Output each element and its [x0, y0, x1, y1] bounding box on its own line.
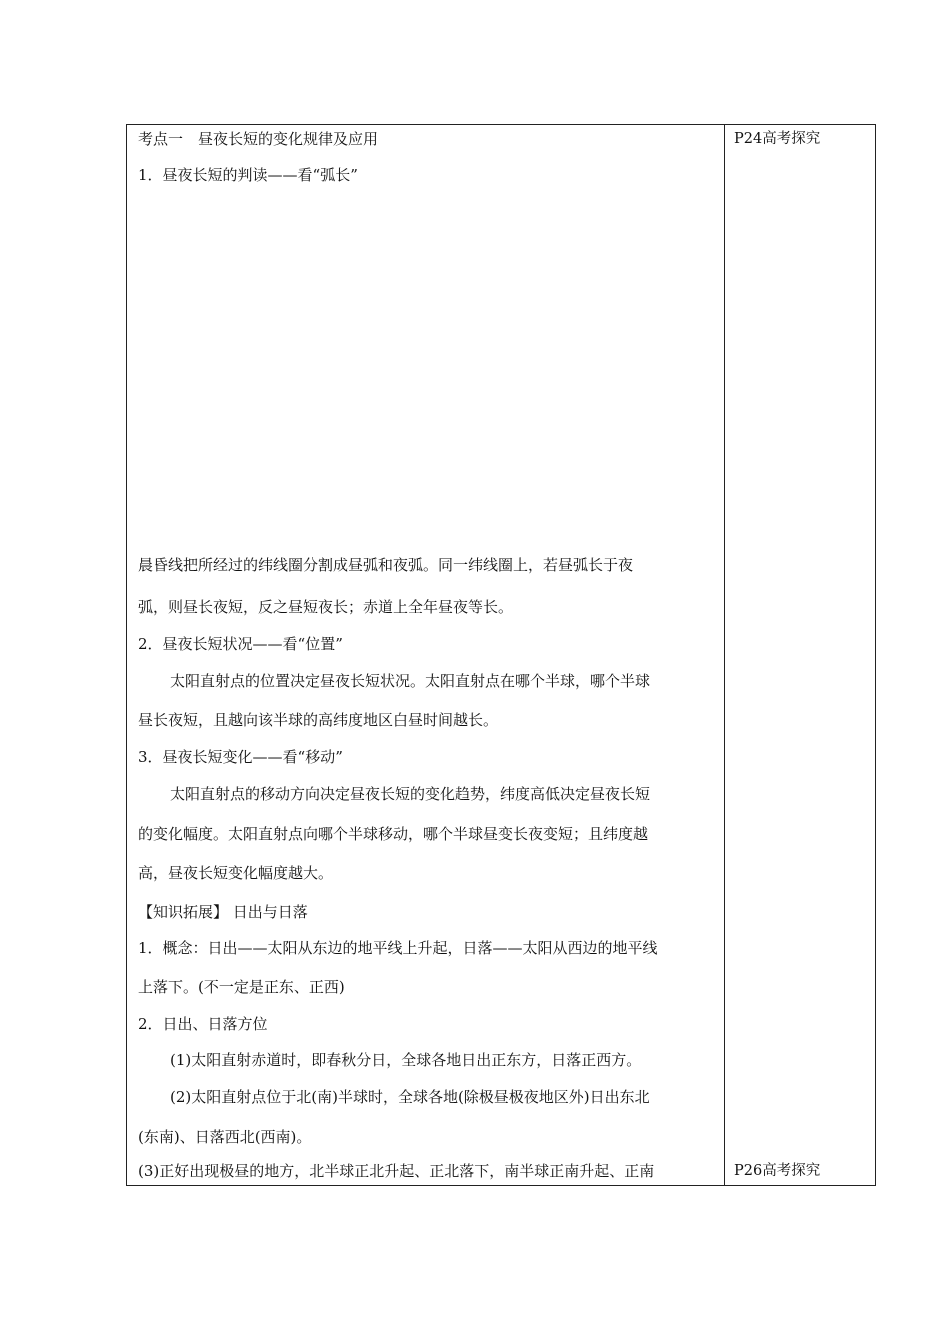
subheading-directions: 2．日出、日落方位 [138, 1015, 268, 1033]
column-divider [724, 125, 725, 1185]
side-note-p26: P26高考探究 [734, 1163, 821, 1179]
paragraph-line: 高，昼夜长短变化幅度越大。 [138, 864, 334, 882]
paragraph-line: 的变化幅度。太阳直射点向哪个半球移动，哪个半球昼变长夜变短；且纬度越 [138, 825, 649, 843]
figure-area [138, 185, 716, 545]
content-table [126, 124, 876, 1186]
subheading-position: 2．昼夜长短状况——看“位置” [138, 635, 343, 653]
paragraph-line: 弧，则昼长夜短，反之昼短夜长；赤道上全年昼夜等长。 [138, 598, 514, 616]
list-item: (2)太阳直射点位于北(南)半球时，全球各地(除极昼极夜地区外)日出东北 [170, 1088, 650, 1106]
list-item: (3)正好出现极昼的地方，北半球正北升起、正北落下，南半球正南升起、正南 [138, 1162, 655, 1180]
subheading-arc-length: 1．昼夜长短的判读——看“弧长” [138, 166, 358, 184]
subheading-movement: 3．昼夜长短变化——看“移动” [138, 748, 343, 766]
list-item: (1)太阳直射赤道时，即春秋分日，全球各地日出正东方，日落正西方。 [170, 1051, 642, 1069]
section-heading: 考点一 昼夜长短的变化规律及应用 [138, 130, 379, 148]
paragraph-line: 昼长夜短，且越向该半球的高纬度地区白昼时间越长。 [138, 711, 499, 729]
side-note-p24: P24高考探究 [734, 131, 821, 147]
paragraph-line: (东南)、日落西北(西南)。 [138, 1128, 312, 1146]
paragraph-line: 太阳直射点的位置决定昼夜长短状况。太阳直射点在哪个半球，哪个半球 [170, 672, 651, 690]
knowledge-extension-heading: 【知识拓展】 日出与日落 [138, 903, 308, 921]
paragraph-line: 晨昏线把所经过的纬线圈分割成昼弧和夜弧。同一纬线圈上，若昼弧长于夜 [138, 556, 634, 574]
paragraph-line: 1．概念：日出——太阳从东边的地平线上升起，日落——太阳从西边的地平线 [138, 939, 658, 957]
paragraph-line: 太阳直射点的移动方向决定昼夜长短的变化趋势，纬度高低决定昼夜长短 [170, 785, 651, 803]
paragraph-line: 上落下。(不一定是正东、正西) [138, 978, 345, 996]
